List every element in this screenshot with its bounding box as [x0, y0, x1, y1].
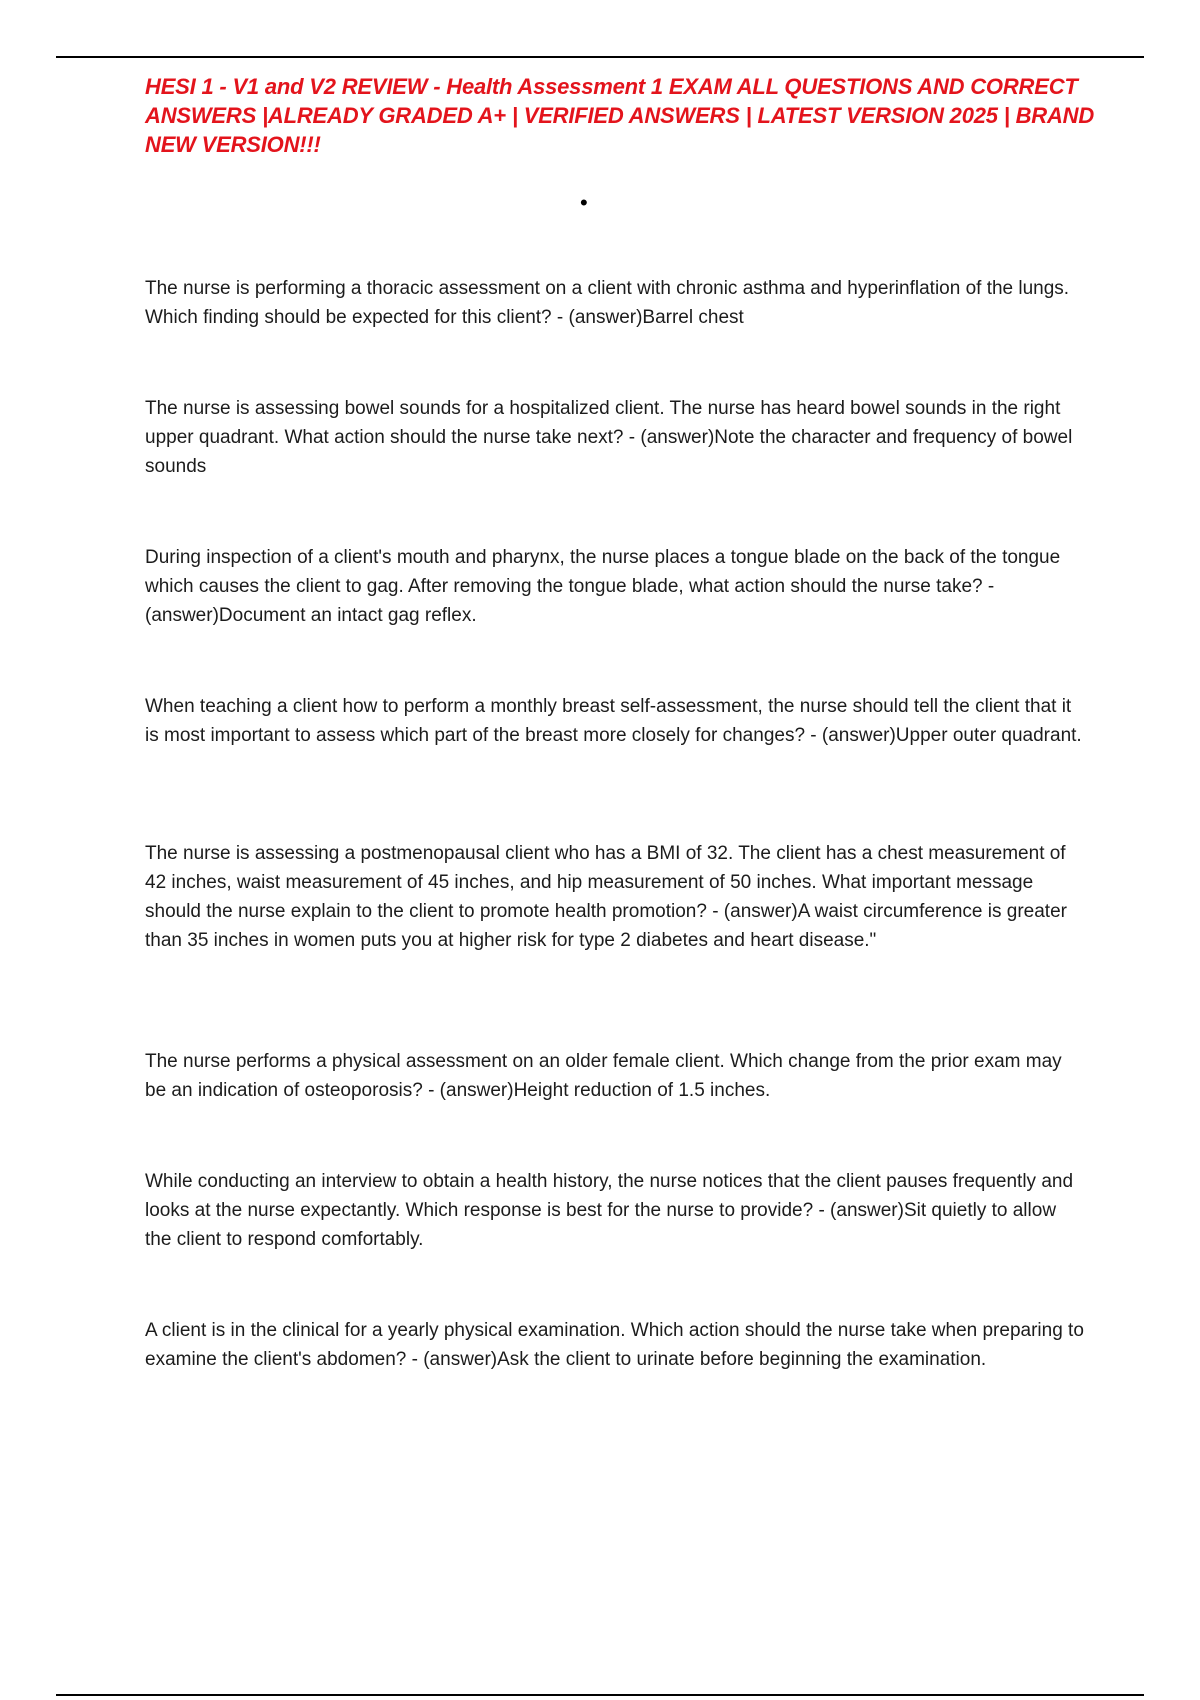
question-answer-2: The nurse is assessing bowel sounds for a hospitalized client. The nurse has heard bowel sounds in the right upper quadrant. What action should the nurse take next? - (answer)Note the character and frequency of bowel sounds: [145, 398, 1073, 477]
document-title: HESI 1 - V1 and V2 REVIEW - Health Assessment 1 EXAM ALL QUESTIONS AND CORRECT ANSWERS |ALREADY GRADED A+ | VERIFIED ANSWERS | LATEST VERSION 2025 | BRAND NEW VERSION!!!: [145, 74, 1095, 157]
question-answer-4: When teaching a client how to perform a monthly breast self-assessment, the nurse should tell the client that it is most important to assess which part of the breast more closely for changes? - (answer)Upper outer quadrant.: [145, 696, 1082, 746]
question-answer-1: The nurse is performing a thoracic assessment on a client with chronic asthma and hyperinflation of the lungs. Which finding should be expected for this client? - (answer)Barrel chest: [145, 278, 1070, 328]
bottom-divider: [56, 1694, 1144, 1696]
question-answer-7: While conducting an interview to obtain a health history, the nurse notices that the client pauses frequently and looks at the nurse expectantly. Which response is best for the nurse to provide? - (answer)Sit quietly to allow the client to respond comfortably.: [145, 1171, 1074, 1250]
bullet-mark: •: [580, 190, 588, 215]
top-divider: [56, 56, 1144, 58]
question-answer-3: During inspection of a client's mouth and pharynx, the nurse places a tongue blade on the back of the tongue which causes the client to gag. After removing the tongue blade, what action should the nurse take? - (answer)Document an intact gag reflex.: [145, 547, 1061, 626]
question-answer-5: The nurse is assessing a postmenopausal client who has a BMI of 32. The client has a chest measurement of 42 inches, waist measurement of 45 inches, and hip measurement of 50 inches. What important message should the nurse explain to the client to promote health promotion? - (answer)A waist circumference is greater than 35 inches in women puts you at higher risk for type 2 diabetes and heart disease.": [145, 843, 1067, 951]
question-answer-6: The nurse performs a physical assessment on an older female client. Which change from the prior exam may be an indication of osteoporosis? - (answer)Height reduction of 1.5 inches.: [145, 1051, 1062, 1101]
question-answer-8: A client is in the clinical for a yearly physical examination. Which action should the nurse take when preparing to examine the client's abdomen? - (answer)Ask the client to urinate before beginning the examination.: [145, 1320, 1084, 1370]
